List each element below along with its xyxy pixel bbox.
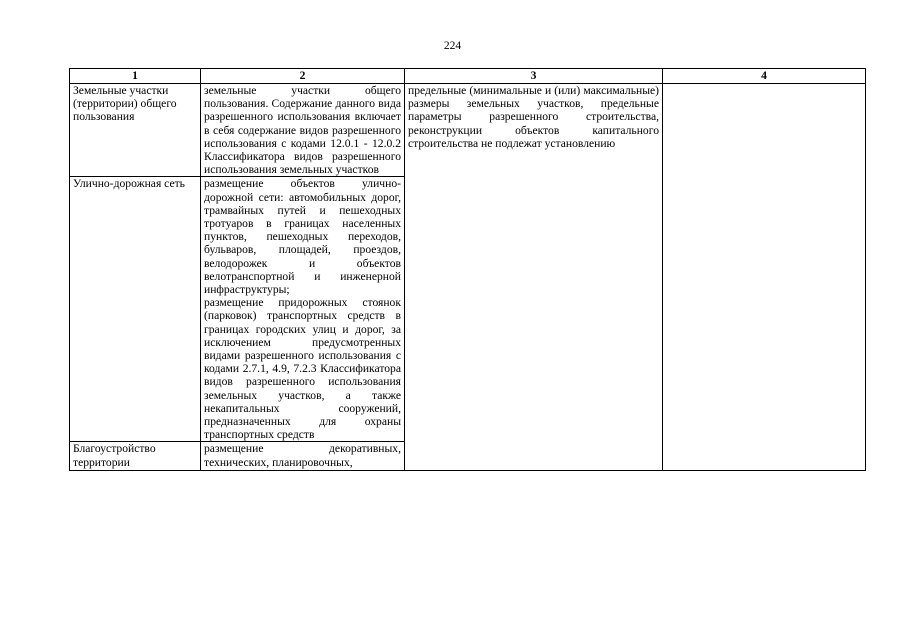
column-header-1: 1 — [70, 69, 201, 84]
use-type-cell: Благоустройство территории — [70, 442, 201, 471]
regulations-table — [69, 68, 866, 471]
column-header-2: 2 — [201, 69, 405, 84]
column-header-4: 4 — [663, 69, 866, 84]
use-type-cell: Земельные участки (территории) общего пользования — [70, 84, 201, 177]
use-description-text: размещение объектов улично-дорожной сети: автомобильных дорог, трамвайных путей и пешеходных тротуаров в границах населенных пунктов, пешеходных переходов, бульваров, площадей, проездов, велодорожек и объектов велотранспортной и инженерной инфраструктуры; размещение придорожных стоянок (парковок) транспортных средств в границах городских улиц и дорог, за исключением предусмотренных видами разрешенного использования с кодами 2.7.1, 4.9, 7.2.3 Классификатора видов разрешенного использования земельных участков, а также некапитальных сооружений, предназначенных для охраны транспортных средств — [204, 177, 401, 442]
use-description-text: размещение декоративных, технических, планировочных, — [204, 442, 401, 469]
use-description-cell — [201, 177, 405, 442]
column-header-3: 3 — [405, 69, 663, 84]
notes-cell — [663, 84, 866, 471]
use-description-cell — [201, 84, 405, 177]
table-row — [70, 84, 866, 177]
use-description-text: земельные участки общего пользования. Содержание данного вида разрешенного использования включает в себя содержание видов разрешенного использования с кодами 12.0.1 - 12.0.2 Классификатора видов разрешенного использования земельных участков — [204, 84, 401, 177]
page-number: 224 — [443, 40, 462, 52]
parameters-cell: предельные (минимальные и (или) максимальные) размеры земельных участков, предельные параметры разрешенного строительства, реконструкции объектов капитального строительства не подлежат установлению — [405, 84, 663, 471]
use-description-cell — [201, 442, 405, 471]
use-type-cell: Улично-дорожная сеть — [70, 177, 201, 442]
table-header-row — [70, 69, 866, 84]
